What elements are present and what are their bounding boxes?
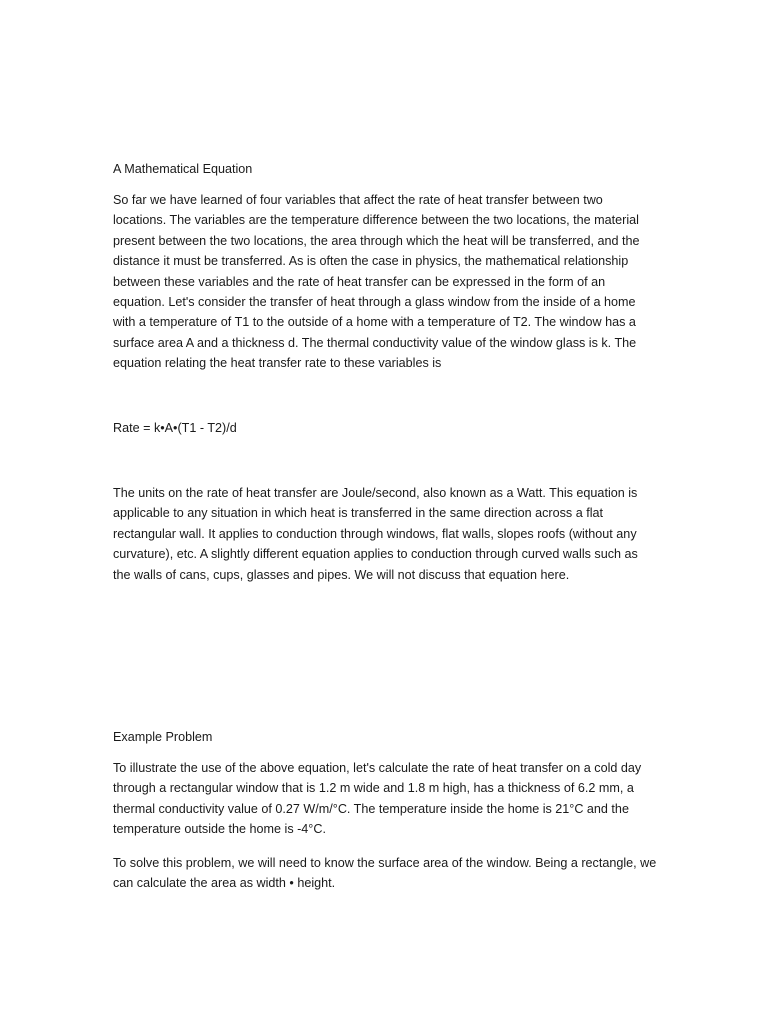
paragraph-solution: To solve this problem, we will need to know the surface area of the window. Being a rectangle, we can calculate the area as width • height. [113,856,657,891]
example-heading: Example Problem [113,730,213,744]
equation: Rate = k•A•(T1 - T2)/d [113,421,237,435]
paragraph-example: To illustrate the use of the above equation, let's calculate the rate of heat transfer on a cold day through a rectangular window that is 1.2 m wide and 1.8 m high, has a thickness of 6.2 mm, a thermal conductivity value of 0.27 W/m/°C. The temperature inside the home is 21°C and the temperature outside the home is -4°C. [113,761,642,837]
paragraph-units: The units on the rate of heat transfer are Joule/second, also known as a Watt. This equation is applicable to any situation in which heat is transferred in the same direction across a flat rectangular wall. It applies to conduction through windows, flat walls, slopes roofs (without any curvature), etc. A slightly different equation applies to conduction through curved walls such as the walls of cans, cups, glasses and pipes. We will not discuss that equation here. [113,486,638,582]
paragraph-variables: So far we have learned of four variables that affect the rate of heat transfer between two locations. The variables are the temperature difference between the two locations, the material present between the two locations, the area through which the heat will be transferred, and the distance it must be transferred. As is often the case in physics, the mathematical relationship between these variables and the rate of heat transfer can be expressed in the form of an equation. Let's consider the transfer of heat through a glass window from the inside of a home with a temperature of T1 to the outside of a home with a temperature of T2. The window has a surface area A and a thickness d. The thermal conductivity value of the window glass is k. The equation relating the heat transfer rate to these variables is [113,193,640,371]
section-heading: A Mathematical Equation [113,162,253,176]
